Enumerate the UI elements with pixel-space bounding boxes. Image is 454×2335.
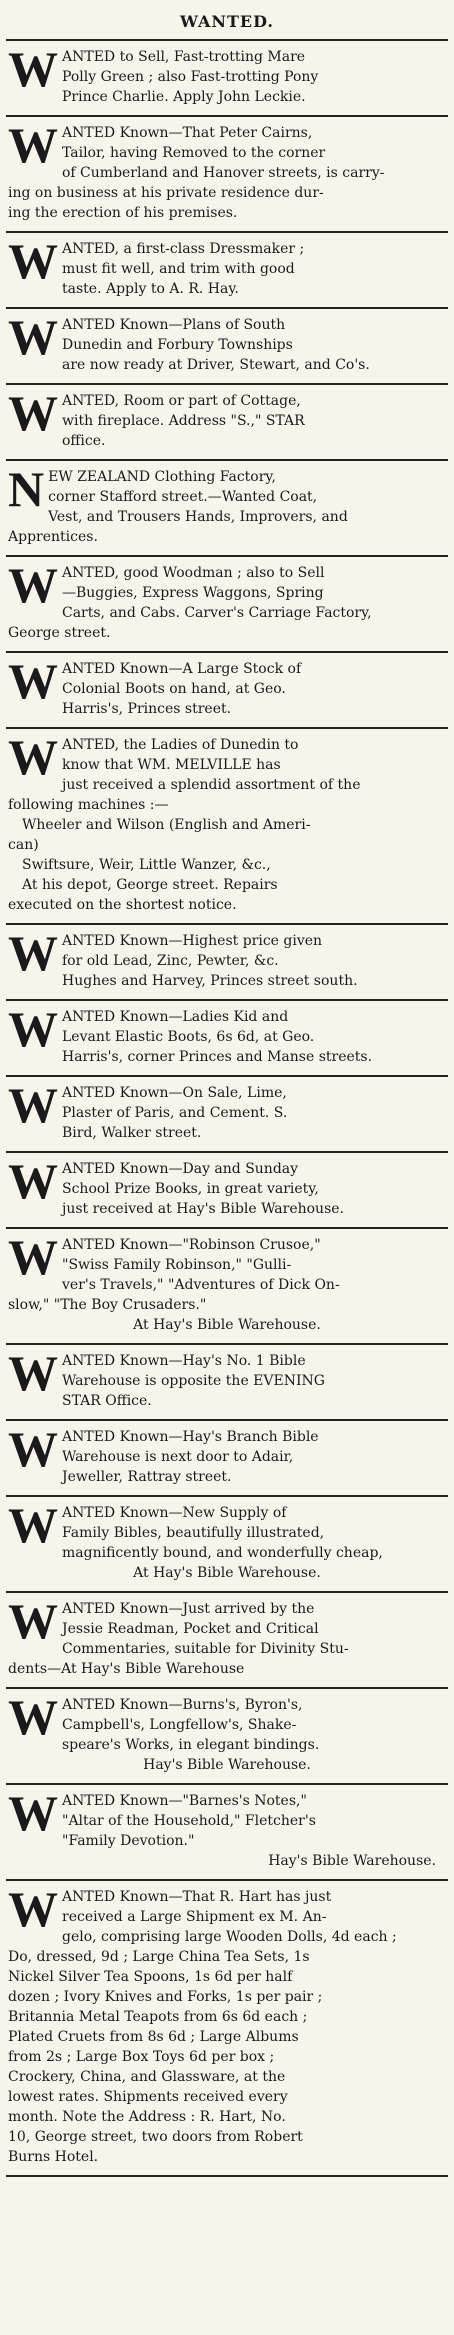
ad-text-line: Hay's Bible Warehouse.: [268, 1853, 436, 1869]
ad-text-line: ANTED, a first-class Dressmaker ;: [62, 241, 305, 257]
drop-cap: W: [8, 1077, 58, 1133]
drop-cap: W: [8, 729, 58, 785]
ad-text-line: ANTED Known—Highest price given: [62, 933, 323, 949]
ad-text-line: can): [8, 837, 39, 853]
ad-text-line: ANTED Known—"Robinson Crusoe,": [62, 1237, 321, 1253]
ad-text-line: EW ZEALAND Clothing Factory,: [48, 469, 276, 485]
drop-cap: W: [8, 41, 58, 97]
ad-text-line: ANTED Known—Hay's Branch Bible: [62, 1429, 319, 1445]
drop-cap: W: [8, 1153, 58, 1209]
ad-text-line: Dunedin and Forbury Townships: [62, 337, 293, 353]
ad-text-line: ANTED Known—Plans of South: [62, 317, 286, 333]
ad-text-line: Plaster of Paris, and Cement. S.: [62, 1105, 288, 1121]
ad-text-line: "Swiss Family Robinson," "Gulli-: [62, 1257, 292, 1273]
ad-text-line: ANTED Known—"Barnes's Notes,": [62, 1793, 307, 1809]
ad-text-line: speare's Works, in elegant bindings.: [62, 1737, 320, 1753]
drop-cap: W: [8, 1785, 58, 1841]
ad-text-line: of Cumberland and Hanover streets, is carry-: [62, 165, 385, 181]
drop-cap: W: [8, 925, 58, 981]
ad-text-line: must fit well, and trim with good: [62, 261, 295, 277]
ad-text-line: —Buggies, Express Waggons, Spring: [62, 585, 324, 601]
ad-text-line: Colonial Boots on hand, at Geo.: [62, 681, 286, 697]
ad-text-line: Wheeler and Wilson (English and Ameri-: [22, 817, 311, 833]
ad-list: [6, 41, 448, 2177]
ad-text-line: ANTED Known—That Peter Cairns,: [62, 125, 313, 141]
ad-text-line: ANTED Known—Day and Sunday: [62, 1161, 299, 1177]
ad-text-line: dozen ; Ivory Knives and Forks, 1s per pair ;: [8, 1989, 323, 2005]
drop-cap: W: [8, 1593, 58, 1649]
drop-cap: W: [8, 309, 58, 365]
ad-text-line: ing the erection of his premises.: [8, 205, 238, 221]
classified-ad: [6, 1497, 448, 1593]
ad-text-line: Polly Green ; also Fast-trotting Pony: [62, 69, 319, 85]
ad-text-line: know that WM. MELVILLE has: [62, 757, 281, 773]
classified-ad: [6, 1229, 448, 1345]
ad-text-line: Do, dressed, 9d ; Large China Tea Sets, 1s: [8, 1949, 310, 1965]
ad-text-line: Vest, and Trousers Hands, Improvers, and: [48, 509, 348, 525]
ad-text-line: Family Bibles, beautifully illustrated,: [62, 1525, 325, 1541]
classified-ad: [6, 1593, 448, 1689]
ad-text-line: magnificently bound, and wonderfully cheap,: [62, 1545, 383, 1561]
ad-text-line: Prince Charlie. Apply John Leckie.: [62, 89, 306, 105]
ad-text-line: ANTED, Room or part of Cottage,: [62, 393, 301, 409]
ad-text-line: At Hay's Bible Warehouse.: [133, 1565, 321, 1581]
drop-cap: W: [8, 117, 58, 173]
ad-text-line: ANTED, the Ladies of Dunedin to: [62, 737, 299, 753]
ad-text-line: ing on business at his private residence dur-: [8, 185, 324, 201]
classified-ad: [6, 1345, 448, 1421]
ad-text-line: STAR Office.: [62, 1393, 152, 1409]
ad-text-line: Plated Cruets from 8s 6d ; Large Albums: [8, 2029, 299, 2045]
ad-text-line: Commentaries, suitable for Divinity Stu-: [62, 1641, 349, 1657]
classified-ad: [6, 1153, 448, 1229]
classified-ad: [6, 117, 448, 233]
ad-text-line: executed on the shortest notice.: [8, 897, 237, 913]
ad-text-line: Jeweller, Rattray street.: [62, 1469, 232, 1485]
ad-text-line: George street.: [8, 625, 111, 641]
ad-text-line: month. Note the Address : R. Hart, No.: [8, 2109, 286, 2125]
ad-text-line: Campbell's, Longfellow's, Shake-: [62, 1717, 297, 1733]
ad-text-line: just received a splendid assortment of the: [62, 777, 361, 793]
ad-text-line: Levant Elastic Boots, 6s 6d, at Geo.: [62, 1029, 315, 1045]
drop-cap: W: [8, 1345, 58, 1401]
ad-text-line: School Prize Books, in great variety,: [62, 1181, 319, 1197]
classified-ad: [6, 557, 448, 653]
ad-text-line: taste. Apply to A. R. Hay.: [62, 281, 239, 297]
ad-text-line: just received at Hay's Bible Warehouse.: [62, 1201, 344, 1217]
ad-text-line: ANTED, good Woodman ; also to Sell: [62, 565, 325, 581]
classified-ad: [6, 1077, 448, 1153]
classified-ad: [6, 1881, 448, 2177]
ad-text-line: ANTED Known—Ladies Kid and: [62, 1009, 289, 1025]
classified-ad: [6, 1785, 448, 1881]
drop-cap: N: [8, 461, 45, 517]
ad-text-line: At Hay's Bible Warehouse.: [133, 1317, 321, 1333]
ad-text-line: for old Lead, Zinc, Pewter, &c.: [62, 953, 279, 969]
classified-ad: [6, 653, 448, 729]
ad-text-line: ANTED Known—On Sale, Lime,: [62, 1085, 287, 1101]
ad-text-line: Warehouse is opposite the EVENING: [62, 1373, 325, 1389]
classified-ad: [6, 233, 448, 309]
ad-text-line: lowest rates. Shipments received every: [8, 2089, 288, 2105]
classified-ad: [6, 41, 448, 117]
ad-text-line: slow," "The Boy Crusaders.": [8, 1297, 207, 1313]
classified-ad: [6, 729, 448, 925]
ad-text-line: ver's Travels," "Adventures of Dick On-: [62, 1277, 340, 1293]
classified-ad: [6, 309, 448, 385]
ad-text-line: dents—At Hay's Bible Warehouse: [8, 1661, 245, 1677]
classified-ad: [6, 1001, 448, 1077]
ad-text-line: Harris's, Princes street.: [62, 701, 232, 717]
ad-text-line: Nickel Silver Tea Spoons, 1s 6d per half: [8, 1969, 293, 1985]
drop-cap: W: [8, 1689, 58, 1745]
ad-text-line: ANTED Known—A Large Stock of: [62, 661, 302, 677]
drop-cap: W: [8, 557, 58, 613]
ad-text-line: are now ready at Driver, Stewart, and Co's.: [62, 357, 370, 373]
ad-text-line: corner Stafford street.—Wanted Coat,: [48, 489, 318, 505]
ad-text-line: "Family Devotion.": [62, 1833, 195, 1849]
ad-text-line: ANTED to Sell, Fast-trotting Mare: [62, 49, 306, 65]
ad-text-line: Jessie Readman, Pocket and Critical: [62, 1621, 319, 1637]
drop-cap: W: [8, 233, 58, 289]
classified-ad: [6, 1421, 448, 1497]
classified-ad: [6, 1689, 448, 1785]
ad-text-line: At his depot, George street. Repairs: [22, 877, 278, 893]
ad-text-line: Bird, Walker street.: [62, 1125, 202, 1141]
ad-text-line: ANTED Known—Burns's, Byron's,: [62, 1697, 303, 1713]
ad-text-line: Britannia Metal Teapots from 6s 6d each ;: [8, 2009, 308, 2025]
drop-cap: W: [8, 653, 58, 709]
ad-text-line: gelo, comprising large Wooden Dolls, 4d each ;: [62, 1929, 397, 1945]
ad-text-line: ANTED Known—That R. Hart has just: [62, 1889, 332, 1905]
ad-text-line: Carts, and Cabs. Carver's Carriage Factory,: [62, 605, 372, 621]
ad-text-line: Apprentices.: [8, 529, 98, 545]
ad-text-line: Tailor, having Removed to the corner: [62, 145, 326, 161]
ad-text-line: Burns Hotel.: [8, 2149, 99, 2165]
drop-cap: W: [8, 1229, 58, 1285]
ad-text-line: Harris's, corner Princes and Manse streets.: [62, 1049, 373, 1065]
ad-text-line: with fireplace. Address "S.," STAR: [62, 413, 305, 429]
ad-text-line: from 2s ; Large Box Toys 6d per box ;: [8, 2049, 275, 2065]
ad-text-line: ANTED Known—Hay's No. 1 Bible: [62, 1353, 306, 1369]
classified-ad: [6, 925, 448, 1001]
ad-text-line: Hay's Bible Warehouse.: [143, 1757, 311, 1773]
ad-text-line: office.: [62, 433, 106, 449]
section-heading: WANTED.: [6, 6, 448, 41]
ad-text-line: received a Large Shipment ex M. An-: [62, 1909, 327, 1925]
drop-cap: W: [8, 1001, 58, 1057]
drop-cap: W: [8, 1421, 58, 1477]
ad-text-line: ANTED Known—Just arrived by the: [62, 1601, 315, 1617]
ad-text-line: "Altar of the Household," Fletcher's: [62, 1813, 316, 1829]
ad-text-line: Warehouse is next door to Adair,: [62, 1449, 294, 1465]
classified-ad: [6, 461, 448, 557]
ad-text-line: 10, George street, two doors from Robert: [8, 2129, 303, 2145]
ad-text-line: ANTED Known—New Supply of: [62, 1505, 287, 1521]
drop-cap: W: [8, 385, 58, 441]
ad-text-line: Hughes and Harvey, Princes street south.: [62, 973, 358, 989]
drop-cap: W: [8, 1497, 58, 1553]
ad-text-line: following machines :—: [8, 797, 169, 813]
drop-cap: W: [8, 1881, 58, 1937]
classified-ad: [6, 385, 448, 461]
ad-text-line: Swiftsure, Weir, Little Wanzer, &c.,: [22, 857, 271, 873]
ad-text-line: Crockery, China, and Glassware, at the: [8, 2069, 286, 2085]
